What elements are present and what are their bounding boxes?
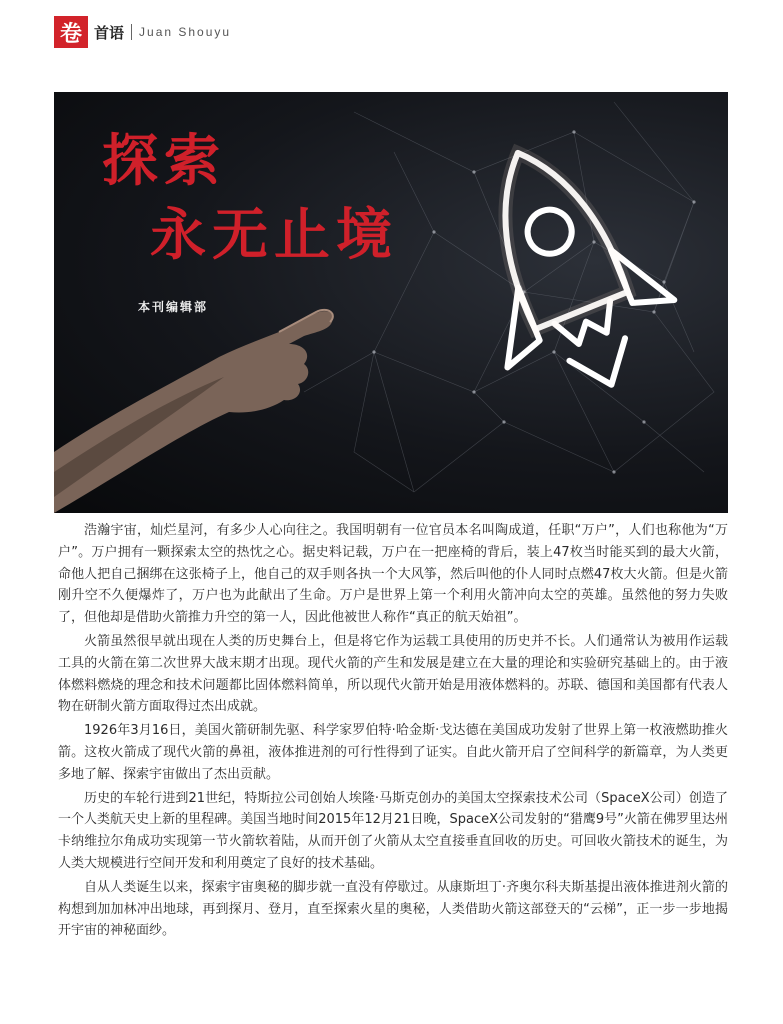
byline: 本刊编辑部 [138,300,209,314]
header-divider [131,24,132,40]
paragraph-5: 自从人类诞生以来，探索宇宙奥秘的脚步就一直没有停歇过。从康斯坦丁·齐奥尔科夫斯基提出液体推进剂火箭的构想到加加林冲出地球，再到探月、登月，直至探索火星的奥秘，人类借助火箭这部登天的“云梯”，正一步一步地揭开宇宙的神秘面纱。 [58,879,728,939]
paragraph-3: 1926年3月16日，美国火箭研制先驱、科学家罗伯特·哈金斯·戈达德在美国成功发射了世界上第一枚液燃助推火箭。这枚火箭成了现代火箭的鼻祖，液体推进剂的可行性得到了证实。自此火箭开启了空间科学的新篇章，为人类更多地了解、探索宇宙做出了杰出贡献。 [58,723,728,782]
hero-image [54,92,728,513]
hero-title-line1: 探索 [102,129,226,194]
section-badge: 卷 [54,16,88,48]
section-title-en: Juan Shouyu [139,25,232,39]
paragraph-2: 火箭虽然很早就出现在人类的历史舞台上，但是将它作为运载工具使用的历史并不长。人们通常认为被用作运载工具的火箭在第二次世界大战末期才出现。现代火箭的产生和发展是建立在大量的理论和实验研究基础上的。由于液体燃料燃烧的理念和技术问题都比固体燃料简单，所以现代火箭开始是用液体燃料的。苏联、德国和美国都有代表人物在研制火箭方面取得过杰出成就。 [58,633,728,715]
paragraph-1: 浩瀚宇宙，灿烂星河，有多少人心向往之。我国明朝有一位官员本名叫陶成道，任职“万户”，人们也称他为“万户”。万户拥有一颗探索太空的热忱之心。据史料记载，万户在一把座椅的背后，装上47枚当时能买到的最大火箭，命他人把自己捆绑在这张椅子上，他自己的双手则各执一个大风筝，然后叫他的仆人同时点燃47枚大火箭。但是火箭刚升空不久便爆炸了，万户也为此献出了生命。万户是世界上第一个利用火箭冲向太空的英雄。虽然他的努力失败了，但他却是借助火箭推力升空的第一人，因此他被世人称作“真正的航天始祖”。 [58,523,728,626]
hero-title-line2: 永无止境 [150,203,398,268]
page-header [54,16,231,48]
section-title: 首语 [94,23,125,42]
paragraph-4: 历史的车轮行进到21世纪，特斯拉公司创始人埃隆·马斯克创办的美国太空探索技术公司（SpaceX公司）创造了一个人类航天史上新的里程碑。美国当地时间2015年12月21日晚，SpaceX公司发射的“猎鹰9号”火箭在佛罗里达州卡纳维拉尔角成功实现第一节火箭软着陆，从而开创了火箭从太空直接垂直回收的历史。可回收火箭技术的诞生，为人类大规模进行空间开发和利用奠定了良好的技术基础。 [58,790,728,871]
pointing-hand [54,310,333,513]
article-body [58,520,728,944]
